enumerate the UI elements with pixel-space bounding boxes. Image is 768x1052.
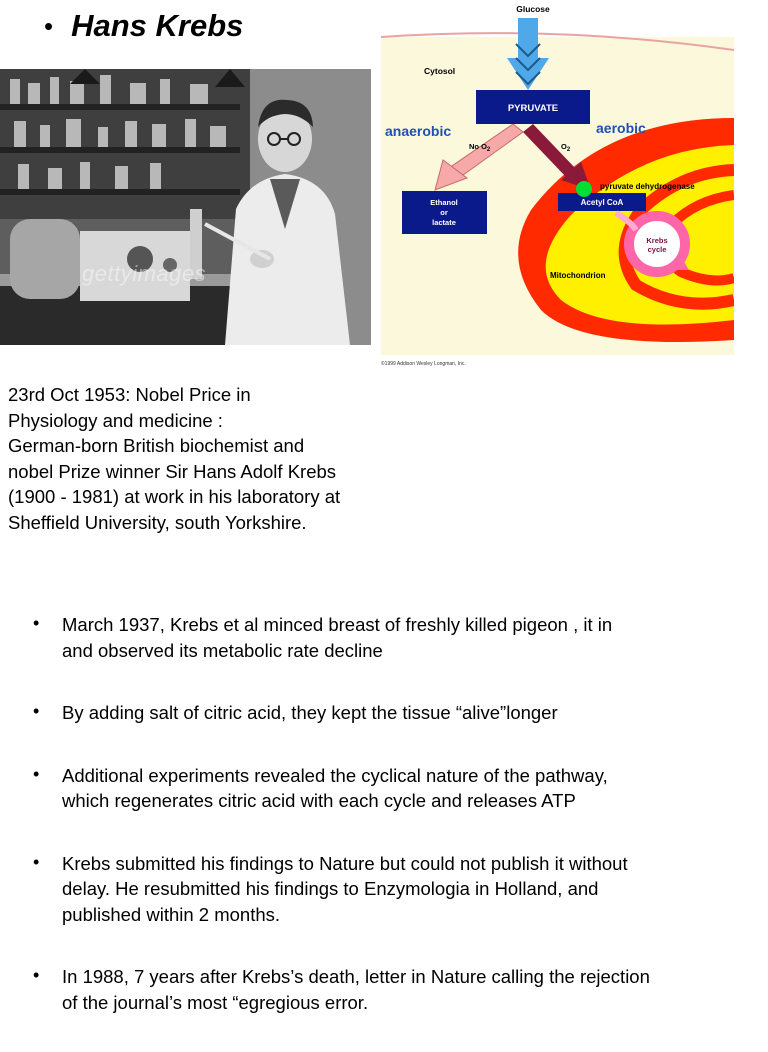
caption-line: German-born British biochemist and bbox=[8, 435, 305, 456]
no-o2-subscript: 2 bbox=[486, 147, 491, 153]
no-o2-label: No O bbox=[469, 142, 487, 151]
list-item bbox=[33, 763, 753, 814]
bullet-line: of the journal’s most “egregious error. bbox=[62, 991, 369, 1013]
getty-watermark: gettyimages bbox=[82, 261, 207, 286]
o2-subscript: 2 bbox=[566, 147, 571, 153]
bullet-line: and observed its metabolic rate decline bbox=[62, 639, 383, 661]
bullet-dot: • bbox=[33, 613, 40, 633]
cycle-label: cycle bbox=[647, 245, 667, 254]
caption-line: nobel Prize winner Sir Hans Adolf Krebs bbox=[8, 460, 337, 482]
bullet-line: published within 2 months. bbox=[62, 903, 281, 925]
ethanol-label: Ethanol bbox=[430, 198, 458, 207]
lactate-label: lactate bbox=[432, 218, 456, 227]
mitochondrion-label: Mitochondrion bbox=[550, 271, 606, 280]
pathway-diagram-svg bbox=[381, 0, 734, 370]
photo-caption bbox=[8, 382, 408, 535]
krebs-label: Krebs bbox=[646, 236, 668, 245]
bullet-dot: • bbox=[33, 851, 40, 872]
caption-line: Sheffield University, south Yorkshire. bbox=[8, 511, 307, 533]
caption-line: 23rd Oct 1953: Nobel Price in bbox=[8, 384, 251, 405]
bullet-line: Additional experiments revealed the cyclical nature of the pathway, bbox=[62, 764, 608, 786]
history-bullet-list bbox=[33, 612, 753, 1052]
bullet-dot: • bbox=[33, 965, 40, 985]
bullet-line: In 1988, 7 years after Krebs’s death, letter in Nature calling the rejection bbox=[62, 966, 650, 987]
pyruvate-pathway-diagram bbox=[381, 0, 734, 370]
pyruvate-dehydrogenase-dot bbox=[576, 181, 592, 197]
slide-title: Hans Krebs bbox=[71, 8, 244, 43]
caption-line: Physiology and medicine : bbox=[8, 409, 223, 431]
acetyl-coa-label: Acetyl CoA bbox=[580, 198, 624, 207]
bullet-line: which regenerates citric acid with each cycle and releases ATP bbox=[62, 790, 576, 811]
list-item bbox=[33, 964, 753, 1015]
caption-line: (1900 - 1981) at work in his laboratory at bbox=[8, 486, 341, 507]
pyruvate-label: PYRUVATE bbox=[507, 103, 559, 114]
glucose-arrow bbox=[518, 18, 538, 58]
bullet-line: Krebs submitted his findings to Nature but could not publish it without bbox=[62, 852, 628, 874]
list-item bbox=[33, 700, 753, 726]
glucose-label: Glucose bbox=[516, 4, 550, 14]
anaerobic-label: anaerobic bbox=[385, 123, 452, 139]
o2-label: O bbox=[561, 142, 567, 151]
bullet-line: By adding salt of citric acid, they kept the tissue “alive”longer bbox=[62, 702, 558, 723]
bullet-dot: • bbox=[33, 763, 40, 784]
diagram-copyright: ©1999 Addison Wesley Longman, Inc. bbox=[381, 361, 466, 367]
list-item bbox=[33, 851, 753, 928]
krebs-lab-photo bbox=[0, 69, 371, 345]
title-bullet: • bbox=[44, 10, 54, 41]
slide-title-row bbox=[44, 6, 243, 46]
ethanol-or-label: or bbox=[440, 208, 448, 217]
lab-photo-illustration bbox=[0, 69, 371, 345]
list-item bbox=[33, 612, 753, 663]
bullet-line: March 1937, Krebs et al minced breast of freshly killed pigeon , it in bbox=[62, 614, 613, 635]
aerobic-label: aerobic bbox=[596, 120, 646, 136]
bullet-line: delay. He resubmitted his findings to Enzymologia in Holland, and bbox=[62, 878, 599, 899]
cytosol-label: Cytosol bbox=[424, 66, 456, 76]
bullet-dot: • bbox=[33, 701, 40, 721]
pyruvate-dehydrogenase-label: pyruvate dehydrogenase bbox=[600, 182, 695, 191]
